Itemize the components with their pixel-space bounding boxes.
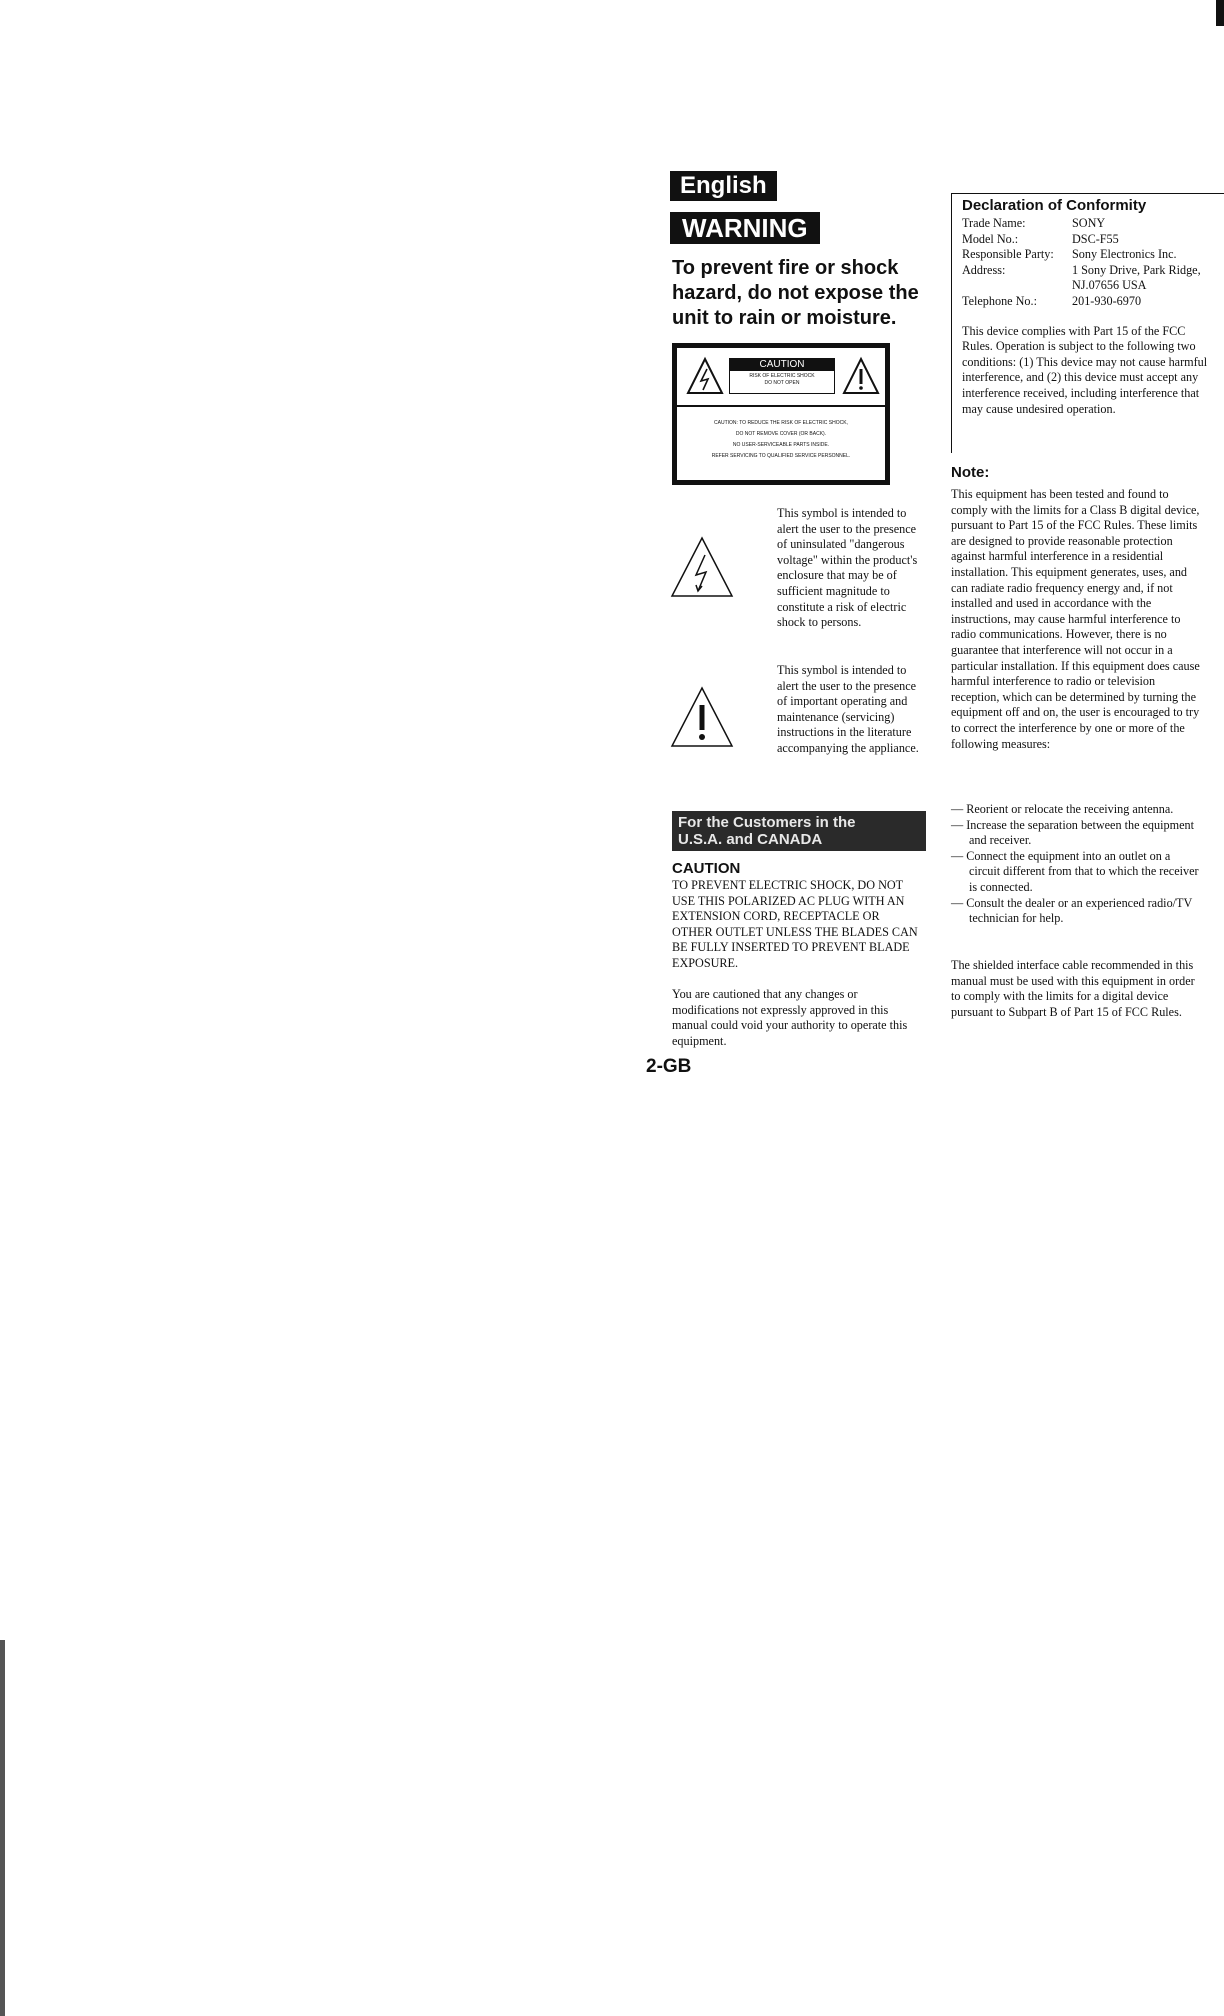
caution-label-sub-2: DO NOT OPEN xyxy=(764,380,800,386)
declaration-row xyxy=(962,263,1224,294)
caution-label-line: DO NOT REMOVE COVER (OR BACK). xyxy=(735,431,827,437)
caution-label-box xyxy=(729,358,835,394)
customers-banner-line-2: U.S.A. and CANADA xyxy=(678,831,823,848)
declaration-value: Sony Electronics Inc. xyxy=(1072,247,1177,262)
caution-label-heading: CAUTION xyxy=(730,359,834,371)
declaration-row xyxy=(962,294,1224,310)
caution-label-line: NO USER-SERVICEABLE PARTS INSIDE. xyxy=(732,442,830,448)
language-badge: English xyxy=(670,171,777,201)
page-edge-mark xyxy=(1216,0,1224,26)
declaration-key: Model No.: xyxy=(962,231,1019,246)
list-item: — Consult the dealer or an experienced radio/TV technician for help. xyxy=(951,895,1193,926)
caution-label-graphic xyxy=(672,343,890,485)
customers-usa-canada-banner xyxy=(672,811,926,851)
exclamation-triangle-icon xyxy=(841,356,881,396)
voltage-symbol-description: This symbol is intended to alert the user to the presence of uninsulated "dangerous voltage" within the product's enclosure that may be of sufficient magnitude to constitute a risk of electric shock to persons. xyxy=(777,506,918,630)
lightning-triangle-icon xyxy=(685,356,725,396)
declaration-value: 201-930-6970 xyxy=(1072,293,1142,308)
caution-label-line: CAUTION: TO REDUCE THE RISK OF ELECTRIC SHOCK, xyxy=(714,420,848,426)
customers-banner-line-1: For the Customers in the xyxy=(678,814,856,831)
warning-badge: WARNING xyxy=(670,212,820,244)
declaration-key: Address: xyxy=(962,262,1006,277)
declaration-value: SONY xyxy=(1072,216,1106,230)
fcc-note-body: This equipment has been tested and found to comply with the limits for a Class B digital device, pursuant to Part 15 of the FCC Rules. These limits are designed to provide reasonable protection against harmful interference in a residential installation. This equipment generates, uses, and can radiate radio frequency energy and, if not installed and used in accordance with the instructions, may cause harmful interference to radio communications. However, there is no guarantee that interference will not occur in a particular installation. If this equipment does cause harmful interference to radio or television reception, which can be determined by turning the equipment off and on, the user is encouraged to try to correct the interference by one or more of the following measures: xyxy=(951,487,1200,751)
lightning-bolt-warning-icon xyxy=(670,535,734,599)
exclamation-warning-icon xyxy=(670,685,734,749)
caution-label-lines xyxy=(685,418,877,462)
declaration-value: 1 Sony Drive, Park Ridge, NJ.07656 USA xyxy=(1072,262,1201,293)
declaration-key: Telephone No.: xyxy=(962,293,1037,308)
declaration-key: Responsible Party: xyxy=(962,247,1054,262)
declaration-key: Trade Name: xyxy=(962,216,1026,230)
declaration-value: DSC-F55 xyxy=(1072,231,1119,246)
hazard-warning-text: To prevent fire or shock hazard, do not expose the unit to rain or moisture. xyxy=(672,257,919,329)
page-number: 2-GB xyxy=(646,1056,692,1077)
note-heading: Note: xyxy=(951,464,990,481)
declaration-of-conformity xyxy=(951,193,1224,453)
polarized-plug-caution: TO PREVENT ELECTRIC SHOCK, DO NOT USE THIS POLARIZED AC PLUG WITH AN EXTENSION CORD, RECEPTACLE OR OTHER OUTLET UNLESS THE BLADES CAN BE FULLY INSERTED TO PREVENT BLADE EXPOSURE. xyxy=(672,878,918,970)
list-item: — Connect the equipment into an outlet on a circuit different from that to which the receiver is connected. xyxy=(951,848,1199,894)
instructions-symbol-description: This symbol is intended to alert the user to the presence of important operating and maintenance (servicing) instructions in the literature accompanying the appliance. xyxy=(777,663,919,755)
declaration-row xyxy=(962,216,1224,232)
caution-label-sub-1: RISK OF ELECTRIC SHOCK xyxy=(749,373,815,379)
shielded-cable-note: The shielded interface cable recommended in this manual must be used with this equipment in order to comply with the limits for a digital device pursuant to Subpart B of Part 15 of FCC Rules. xyxy=(951,958,1195,1019)
list-item: — Increase the separation between the equipment and receiver. xyxy=(951,817,1194,848)
declaration-row xyxy=(962,232,1224,248)
caution-heading: CAUTION xyxy=(672,860,741,877)
caution-label-line: REFER SERVICING TO QUALIFIED SERVICE PERSONNEL. xyxy=(711,453,851,459)
interference-measures-list xyxy=(951,802,1204,927)
list-item: — Reorient or relocate the receiving antenna. xyxy=(951,802,1174,816)
scan-edge-shadow xyxy=(0,1640,5,2016)
modifications-caution: You are cautioned that any changes or modifications not expressly approved in this manual could void your authority to operate this equipment. xyxy=(672,987,908,1048)
fcc-compliance-text: This device complies with Part 15 of the FCC Rules. Operation is subject to the following two conditions: (1) This device may not cause harmful interference, and (2) this device must accept any interference received, including interference that may cause undesired operation. xyxy=(962,323,1208,416)
declaration-row xyxy=(962,247,1224,263)
declaration-title: Declaration of Conformity xyxy=(962,197,1147,214)
